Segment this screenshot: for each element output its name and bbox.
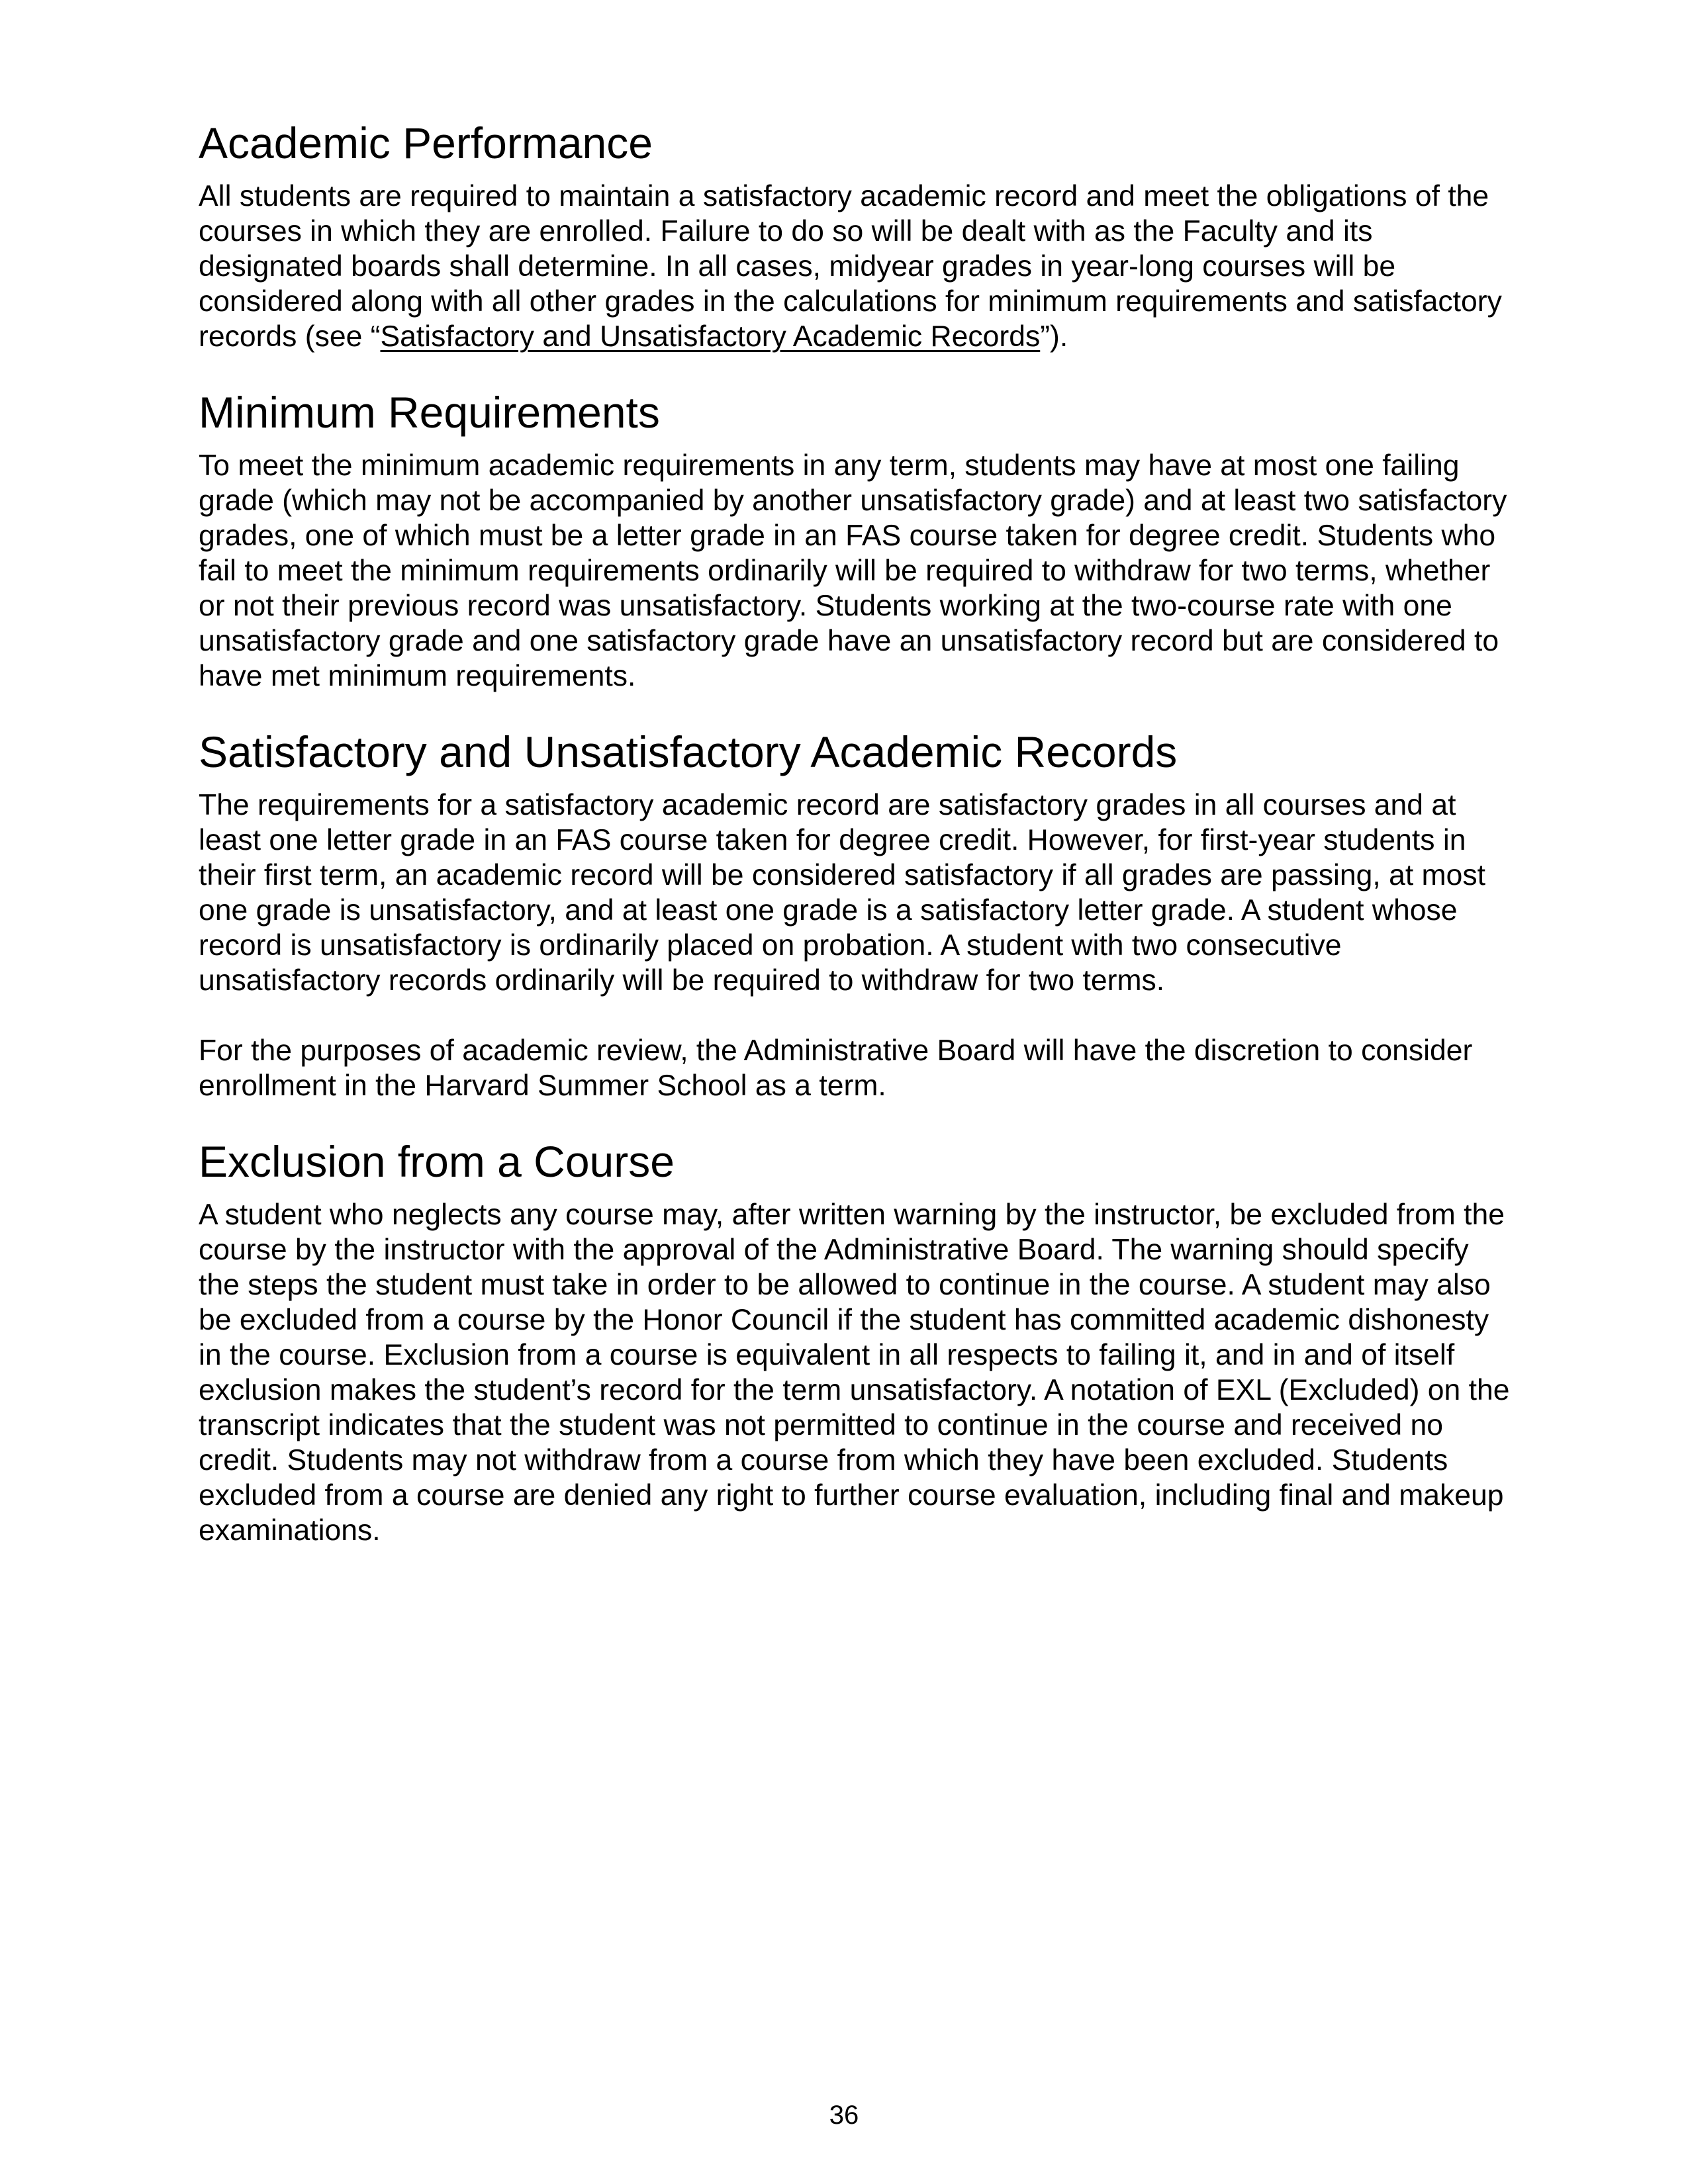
section-academic-performance	[199, 113, 1516, 354]
section-paragraph: For the purposes of academic review, the Administrative Board will have the discretion to consider enrollment in the Harvard Summer School as a term.	[199, 1034, 1473, 1102]
satisfactory-records-link[interactable]: Satisfactory and Unsatisfactory Academic Records	[380, 320, 1041, 353]
section-heading: Academic Performance	[199, 118, 653, 167]
page-number: 36	[829, 2101, 859, 2130]
section-heading: Exclusion from a Course	[199, 1137, 675, 1186]
section-exclusion-from-course	[199, 1131, 1516, 1548]
section-paragraph: A student who neglects any course may, after written warning by the instructor, be excluded from the course by the instructor with the approval of the Administrative Board. The warning should specify the steps the student must take in order to be allowed to continue in the course. A student may also be excluded from a course by the Honor Council if the student has committed academic dishonesty in the course. Exclusion from a course is equivalent in all respects to failing it, and in and of itself exclusion makes the student’s record for the term unsatisfactory. A notation of EXL (Excluded) on the transcript indicates that the student was not permitted to continue in the course and received no credit. Students may not withdraw from a course from which they have been excluded. Students excluded from a course are denied any right to further course evaluation, including final and makeup examinations.	[199, 1199, 1510, 1547]
document-page	[199, 113, 1516, 1548]
section-heading: Satisfactory and Unsatisfactory Academic Records	[199, 727, 1178, 776]
section-minimum-requirements	[199, 382, 1516, 694]
paragraph-text: All students are required to maintain a satisfactory academic record and meet the obligations of the courses in which they are enrolled. Failure to do so will be dealt with as the Faculty and its designated boards shall determine. In all cases, midyear grades in year-long courses will be considered along with all other grades in the calculations for minimum requirements and satisfactory records (see “	[199, 180, 1502, 353]
section-paragraph	[199, 179, 1516, 354]
section-satisfactory-records	[199, 721, 1516, 1103]
section-heading: Minimum Requirements	[199, 388, 660, 437]
section-paragraph: The requirements for a satisfactory academic record are satisfactory grades in all courses and at least one letter grade in an FAS course taken for degree credit. However, for first-year students in their first term, an academic record will be considered satisfactory if all grades are passing, at most one grade is unsatisfactory, and at least one grade is a satisfactory letter grade. A student whose record is unsatisfactory is ordinarily placed on probation. A student with two consecutive unsatisfactory records ordinarily will be required to withdraw for two terms.	[199, 789, 1485, 997]
section-paragraph: To meet the minimum academic requirements in any term, students may have at most one failing grade (which may not be accompanied by another unsatisfactory grade) and at least two satisfactory grades, one of which must be a letter grade in an FAS course taken for degree credit. Students who fail to meet the minimum requirements ordinarily will be required to withdraw for two terms, whether or not their previous record was unsatisfactory. Students working at the two-course rate with one unsatisfactory grade and one satisfactory grade have an unsatisfactory record but are considered to have met minimum requirements.	[199, 449, 1507, 692]
paragraph-text: ”).	[1040, 320, 1068, 353]
